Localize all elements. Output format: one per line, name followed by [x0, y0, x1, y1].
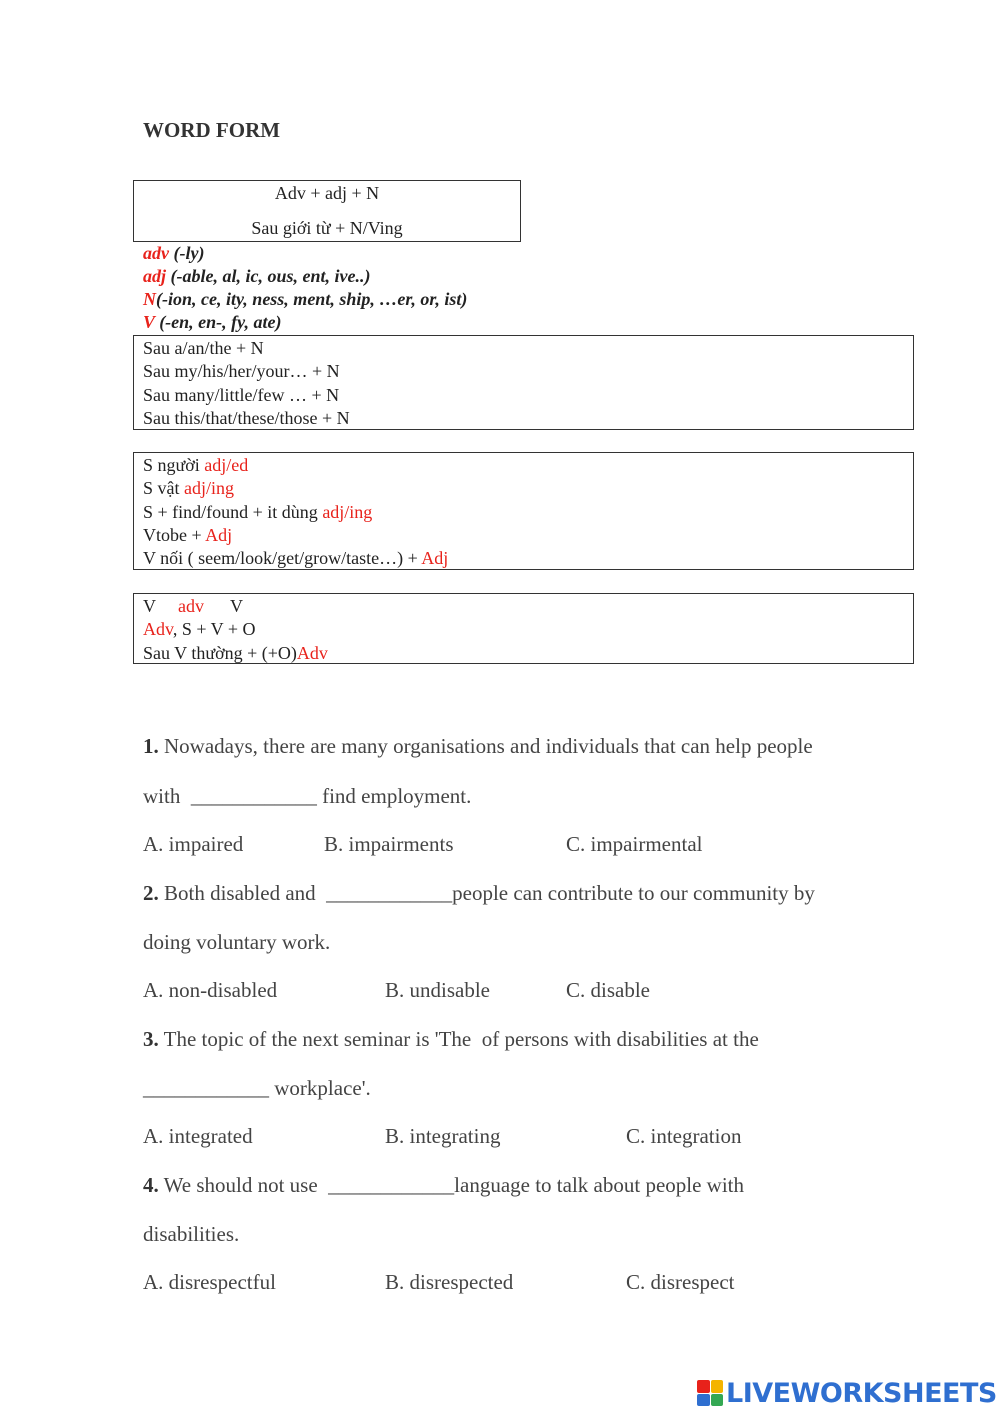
adj-rule-line [143, 524, 904, 547]
adj-rule-line [143, 477, 904, 500]
adv-rule-highlight: Adv [143, 619, 173, 640]
noun-rule-line: Sau many/little/few … + N [143, 384, 340, 405]
liveworksheets-brand [697, 1376, 997, 1410]
question-text: Nowadays, there are many organisations and individuals that can help people [158, 734, 813, 758]
question-4-line-1 [143, 1173, 744, 1198]
question-number: 4. [143, 1173, 159, 1197]
adj-rule-text: S + find/found + it dùng [143, 501, 323, 522]
question-3-line-1 [143, 1027, 759, 1052]
adj-rule-line [143, 547, 904, 570]
adv-rule-line [143, 595, 904, 618]
adj-rule-highlight: adj/ed [204, 455, 249, 475]
noun-rule-line: Sau a/an/the + N [143, 338, 264, 358]
question-1-option-b[interactable]: B. impairments [324, 832, 454, 856]
question-1-option-a[interactable]: A. impaired [143, 832, 244, 856]
question-number: 3. [143, 1027, 159, 1051]
question-3-option-b[interactable]: B. integrating [385, 1124, 501, 1148]
rule-box-adjective [133, 452, 914, 570]
question-4-option-c[interactable]: C. disrespect [626, 1270, 735, 1294]
liveworksheets-logo-icon [697, 1380, 723, 1406]
suffix-label-adv: adv [143, 243, 169, 263]
suffix-label-verb: V [143, 312, 155, 332]
noun-rule-line: Sau my/his/her/your… + N [143, 361, 340, 382]
suffix-text-adv: (-ly) [169, 243, 205, 263]
question-text: We should not use ____________language to talk about people with [158, 1173, 745, 1197]
question-text: The topic of the next seminar is 'The of persons with disabilities at the [158, 1027, 759, 1051]
question-2-line-1 [143, 881, 815, 906]
adj-rule-line [143, 454, 904, 477]
suffix-text-noun: (-ion, ce, ity, ness, ment, ship, …er, or, ist) [156, 289, 468, 309]
rule-box-1-line-2: Sau giới từ + N/Ving [251, 218, 403, 238]
adv-rule-text: V [230, 596, 243, 616]
adv-rule-line [143, 642, 904, 665]
adj-rule-highlight: adj/ing [184, 478, 235, 499]
adj-rule-line [143, 501, 904, 524]
suffix-text-adj: (-able, al, ic, ous, ent, ive..) [166, 266, 371, 286]
adv-rule-text: , S + V + O [172, 619, 256, 640]
noun-rule-line: Sau this/that/these/those + N [143, 407, 350, 428]
question-3-line-2: ____________ workplace'. [143, 1076, 371, 1100]
adj-rule-text: V nối ( seem/look/get/grow/taste…) + [143, 548, 422, 569]
brand-name: LIVEWORKSHEETS [726, 1377, 997, 1409]
adj-rule-highlight: Adj [421, 548, 449, 569]
adj-rule-text: S vật [143, 478, 185, 499]
question-1-line-2: with ____________ find employment. [143, 784, 472, 808]
adv-rule-highlight: Adv [296, 642, 328, 663]
adj-rule-highlight: adj/ing [322, 501, 373, 522]
adj-rule-highlight: Adj [205, 524, 233, 545]
adj-rule-text: S người [143, 455, 205, 475]
question-text: Both disabled and ____________people can contribute to our community by [158, 881, 815, 905]
question-2-option-c[interactable]: C. disable [566, 978, 650, 1002]
adv-rule-highlight: adv [178, 596, 204, 616]
suffix-label-adj: adj [143, 266, 167, 286]
page-title: WORD FORM [143, 118, 281, 142]
question-1-line-1 [143, 734, 813, 759]
adj-rule-text: Vtobe + [143, 524, 206, 545]
suffix-rule-verb [143, 312, 281, 333]
question-2-option-b[interactable]: B. undisable [385, 978, 490, 1002]
question-4-option-b[interactable]: B. disrespected [385, 1270, 514, 1294]
rule-box-1-line-1: Adv + adj + N [274, 183, 380, 203]
question-number: 2. [143, 881, 159, 905]
question-4-line-2: disabilities. [143, 1222, 240, 1246]
question-number: 1. [143, 734, 159, 758]
question-2-option-a[interactable]: A. non-disabled [143, 978, 278, 1002]
adv-rule-text: V [143, 596, 156, 616]
rule-box-1 [133, 180, 521, 242]
question-4-option-a[interactable]: A. disrespectful [143, 1270, 276, 1294]
adv-rule-text: Sau V thường + (+O) [143, 642, 297, 663]
question-2-line-2: doing voluntary work. [143, 930, 331, 954]
suffix-label-noun: N [143, 289, 156, 309]
suffix-rule-adv [143, 243, 204, 264]
question-3-option-c[interactable]: C. integration [626, 1124, 742, 1148]
question-1-option-c[interactable]: C. impairmental [566, 832, 703, 856]
suffix-rule-noun [143, 289, 467, 310]
adv-rule-line [143, 618, 904, 641]
suffix-text-verb: (-en, en-, fy, ate) [154, 312, 282, 332]
rule-box-noun [133, 335, 914, 430]
suffix-rule-adj [143, 266, 370, 287]
rule-box-adverb [133, 593, 914, 664]
question-3-option-a[interactable]: A. integrated [143, 1124, 253, 1148]
